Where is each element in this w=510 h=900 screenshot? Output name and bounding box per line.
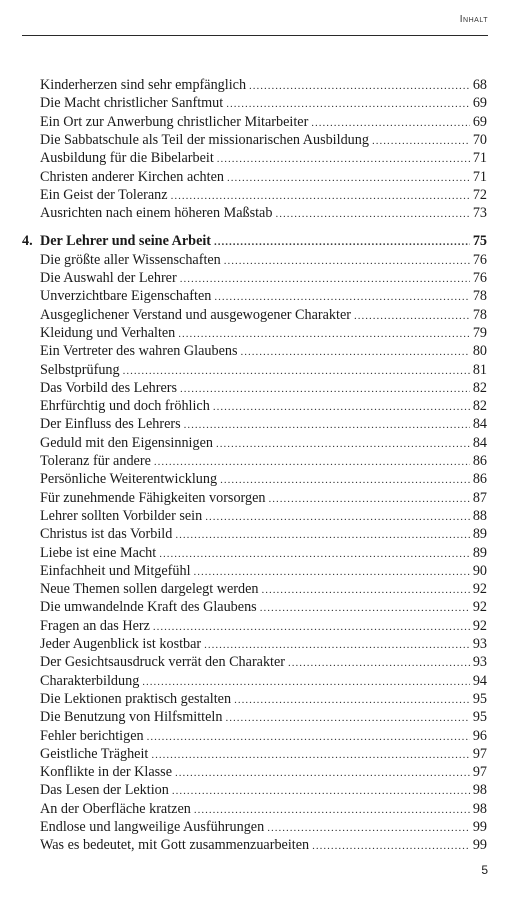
toc-entry [40, 186, 487, 204]
toc-entry-title: Liebe ist eine Macht [40, 544, 157, 561]
toc-entry-page: 80 [472, 343, 487, 360]
toc-entry-page: 88 [472, 507, 487, 524]
toc-entry-title: Christen anderer Kirchen achten [40, 168, 224, 185]
toc-entry-title: Ausrichten nach einem höheren Maßstab [40, 205, 273, 222]
toc-entry [40, 617, 487, 635]
dot-leader [312, 837, 470, 855]
toc-entry-page: 93 [472, 636, 487, 652]
toc-entry-page: 72 [472, 186, 487, 203]
toc-entry-page: 93 [472, 654, 487, 671]
toc-entry [40, 94, 487, 112]
toc-entry-title: Ein Geist der Toleranz [40, 186, 168, 203]
toc-entry-title: Jeder Augenblick ist kostbar [40, 636, 202, 652]
dot-leader [311, 114, 470, 132]
dot-leader [262, 581, 470, 599]
toc-entry-page: 92 [472, 599, 487, 616]
toc-entry [40, 763, 487, 781]
toc-entry-page: 86 [472, 453, 487, 469]
toc-entry [40, 470, 487, 488]
toc-entry-page: 95 [472, 690, 487, 707]
toc-entry [40, 342, 487, 360]
dot-leader [180, 380, 470, 398]
toc-entry [40, 131, 487, 149]
toc-entry-title: Ausgeglichener Verstand und ausgewogener Charakter [40, 306, 351, 323]
toc-entry [40, 269, 487, 287]
dot-leader [142, 673, 470, 691]
dot-leader [217, 150, 470, 168]
toc-entry-page: 95 [472, 709, 487, 726]
toc-entry-page: 71 [472, 168, 487, 185]
dot-leader [175, 764, 470, 782]
toc-entry [40, 690, 487, 708]
toc-chapter-page: 75 [472, 233, 487, 250]
toc-entry [40, 324, 487, 342]
dot-leader [214, 288, 469, 306]
toc-entry-title: Der Gesichtsausdruck verrät den Charakter [40, 654, 286, 671]
toc-entry-title: Geduld mit den Eigensinnigen [40, 434, 213, 451]
toc-entry [40, 379, 487, 397]
dot-leader [234, 691, 470, 709]
toc-entry [40, 489, 487, 507]
toc-entry-title: Die größte aller Wissenschaften [40, 251, 221, 268]
toc-entry [40, 653, 487, 671]
toc-entry-title: Endlose und langweilige Ausführungen [40, 819, 265, 835]
toc-entry-title: Für zunehmende Fähigkeiten vorsorgen [40, 489, 266, 506]
dot-leader [372, 132, 470, 150]
dot-leader [172, 782, 470, 800]
toc-entry-title: Der Einfluss des Lehrers [40, 416, 181, 433]
toc-entry-title: Das Lesen der Lektion [40, 782, 169, 799]
page-number: 5 [481, 863, 488, 877]
dot-leader [260, 599, 470, 617]
toc-entry [40, 251, 487, 269]
dot-leader [171, 187, 470, 205]
toc-entry-page: 82 [472, 379, 487, 396]
toc-entry-page: 82 [472, 398, 487, 415]
toc-entry-title: Die Benutzung von Hilfsmitteln [40, 709, 223, 726]
toc-entry-title: Selbstprüfung [40, 361, 120, 378]
dot-leader [225, 709, 469, 727]
toc-entry-page: 97 [472, 745, 487, 762]
toc-entry-title: Die Lektionen praktisch gestalten [40, 690, 232, 707]
dot-leader [224, 252, 470, 270]
dot-leader [205, 508, 470, 526]
toc-entry-page: 71 [472, 150, 487, 167]
toc-entry [40, 672, 487, 690]
toc-entry [40, 306, 487, 324]
toc-entry-title: Die Sabbatschule als Teil der missionarischen Ausbildung [40, 131, 369, 148]
toc-entry-page: 78 [472, 306, 487, 323]
toc-entry-page: 76 [472, 251, 487, 268]
toc-entry-title: Einfachheit und Mitgefühl [40, 562, 191, 579]
toc-entry [40, 361, 487, 379]
dot-leader [216, 435, 470, 453]
toc-entry-page: 92 [472, 581, 487, 598]
toc-entry-page: 84 [472, 434, 487, 451]
toc-entry-title: Toleranz für andere [40, 453, 151, 469]
dot-leader [194, 801, 470, 819]
toc-entry [40, 287, 487, 305]
toc-entry [40, 113, 487, 131]
dot-leader [151, 746, 469, 764]
toc-entry-title: Lehrer sollten Vorbilder sein [40, 507, 203, 524]
dot-leader [214, 233, 470, 251]
toc-chapter [22, 232, 487, 250]
toc-entry [40, 580, 487, 598]
toc-entry [40, 434, 487, 452]
toc-entry [40, 507, 487, 525]
dot-leader [249, 77, 470, 95]
toc-entry [40, 397, 487, 415]
toc-entry-title: Charakterbildung [40, 672, 140, 689]
dot-leader [178, 325, 470, 343]
toc-entry [40, 781, 487, 799]
toc-entry-page: 99 [472, 819, 487, 835]
toc-entry-title: An der Oberfläche kratzen [40, 800, 191, 817]
toc-entry-page: 92 [472, 617, 487, 634]
toc-entry-page: 76 [472, 270, 487, 286]
toc-entry [40, 415, 487, 433]
dot-leader [241, 343, 470, 361]
toc-entry-page: 86 [472, 471, 487, 488]
toc-entry-title: Konflikte in der Klasse [40, 764, 172, 781]
toc-entry-title: Kinderherzen sind sehr empfänglich [40, 77, 247, 93]
dot-leader [267, 819, 470, 837]
toc-entry [40, 818, 487, 836]
toc-entry-page: 73 [472, 205, 487, 222]
dot-leader [354, 307, 470, 325]
toc-entry-page: 96 [472, 727, 487, 744]
toc-entry [40, 544, 487, 562]
toc-entry-page: 79 [472, 324, 487, 341]
dot-leader [194, 563, 470, 581]
toc-entry-page: 98 [472, 800, 487, 817]
toc-entry [40, 204, 487, 222]
toc-entry-page: 69 [472, 113, 487, 130]
toc-entry-page: 81 [472, 361, 487, 378]
toc-entry-title: Was es bedeutet, mit Gott zusammenzuarbeiten [40, 837, 310, 854]
dot-leader [213, 398, 470, 416]
dot-leader [204, 636, 470, 654]
toc-entry-title: Das Vorbild des Lehrers [40, 379, 177, 396]
dot-leader [227, 169, 470, 187]
toc-entry-page: 98 [472, 782, 487, 799]
dot-leader [220, 471, 470, 489]
toc-entry [40, 727, 487, 745]
toc-entry-title: Neue Themen sollen dargelegt werden [40, 581, 259, 598]
toc-entry-page: 84 [472, 416, 487, 433]
toc-entry-title: Ehrfürchtig und doch fröhlich [40, 398, 210, 415]
toc-entry [40, 452, 487, 470]
toc-entry [40, 635, 487, 653]
toc-entry [40, 598, 487, 616]
toc-entry-title: Die Macht christlicher Sanftmut [40, 95, 224, 112]
toc-entry-page: 89 [472, 544, 487, 561]
toc-entry [40, 708, 487, 726]
toc-entry-title: Die umwandelnde Kraft des Glaubens [40, 599, 257, 616]
dot-leader [123, 362, 470, 380]
toc-entry [40, 836, 487, 854]
toc-entry [40, 562, 487, 580]
dot-leader [153, 618, 470, 636]
toc-entry-title: Ein Vertreter des wahren Glaubens [40, 343, 238, 360]
toc-entry-title: Ein Ort zur Anwerbung christlicher Mitarbeiter [40, 113, 309, 130]
toc-chapter-number: 4. [22, 233, 33, 250]
toc-entry [40, 76, 487, 94]
toc-entry-page: 78 [472, 288, 487, 305]
dot-leader [175, 526, 470, 544]
toc-entry [40, 800, 487, 818]
toc-entry [40, 149, 487, 167]
toc-entry-title: Geistliche Trägheit [40, 745, 149, 762]
dot-leader [275, 205, 469, 223]
dot-leader [226, 95, 470, 113]
dot-leader [147, 728, 470, 746]
dot-leader [288, 654, 470, 672]
toc-entry-page: 70 [472, 131, 487, 148]
toc-entry-title: Kleidung und Verhalten [40, 324, 176, 341]
toc-entry-title: Persönliche Weiterentwicklung [40, 471, 218, 488]
toc-entry-page: 69 [472, 95, 487, 112]
toc-entry-title: Ausbildung für die Bibelarbeit [40, 150, 214, 167]
toc-entry-page: 99 [472, 837, 487, 854]
dot-leader [184, 416, 470, 434]
toc-entry-page: 89 [472, 526, 487, 543]
dot-leader [154, 453, 470, 471]
dot-leader [269, 490, 470, 508]
toc-entry [40, 745, 487, 763]
toc-entry-page: 87 [472, 489, 487, 506]
toc-entry-title: Christus ist das Vorbild [40, 526, 173, 543]
toc-entry-page: 90 [472, 562, 487, 579]
dot-leader [159, 545, 470, 563]
running-header [22, 12, 488, 36]
toc-entry [40, 525, 487, 543]
toc-chapter-title: Der Lehrer und seine Arbeit [40, 233, 212, 250]
header-title: Inhalt [459, 14, 488, 25]
toc-entry-title: Die Auswahl der Lehrer [40, 270, 177, 286]
toc-entry [40, 168, 487, 186]
toc-entry-page: 97 [472, 764, 487, 781]
toc-entry-title: Unverzichtbare Eigenschaften [40, 288, 212, 305]
toc-entry-title: Fragen an das Herz [40, 617, 150, 634]
toc-entry-page: 94 [472, 672, 487, 689]
toc-entry-title: Fehler berichtigen [40, 727, 144, 744]
toc-entry-page: 68 [472, 77, 487, 93]
dot-leader [180, 270, 470, 288]
